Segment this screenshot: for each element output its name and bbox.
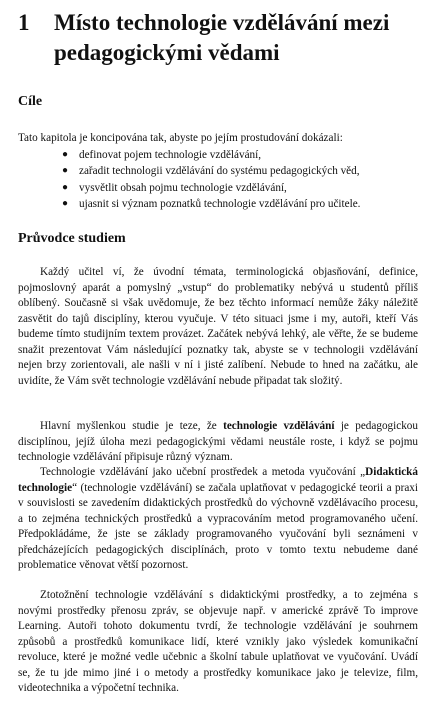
objective-text: zařadit technologii vzdělávání do systému pedagogických věd, [79,165,360,178]
chapter-title [18,8,418,68]
bold-term: technologie vzdělávání [223,420,335,432]
bullet-icon: ● [62,149,69,160]
body-paragraph: Ztotožnění technologie vzdělávání s didaktickými prostředky, a to zejména s novými prostředky přenosu zpráv, se objevuje např. v americké zprávě To improve Learning. Autoři tohoto dokumentu tvrdí, že technologie vzdělávání je souhrnem způsobů a prostředků komunikace lidí, které vznikly jako výsledek komunikační revoluce, které je možné vedle učebnic a školní tabule uplatňovat ve vyučování. Uvádí se, že tu jde mimo jiné i o metody a prostředky komunikace jako je televize, film, videotechnika a výpočetní technika. [18,589,418,694]
objective-item [62,180,422,196]
bold-term: Didaktická technologie [18,466,418,494]
bullet-icon: ● [62,165,69,177]
objective-text: ujasnit si význam poznatků technologie vzdělávání pro učitele. [79,197,361,210]
body-paragraph [18,419,418,466]
objective-item [62,163,422,179]
objectives-list [62,147,422,212]
paragraph-text: “ (technologie vzdělávání) se začala uplatňovat v pedagogické teorii a praxi v souvislosti se zavedením didaktických prostředků do výchovně vzdělávacího procesu, a to zejména technických prostředků a vypracováním metod programovaného učení. Předpokládáme, že jste se základy programovaného vyučování byli seznámeni v předcházejících pedagogických disciplínách, proto v tomto textu nebudeme dané problematice věnovat větší pozornost. [18,481,418,571]
section-heading-pruvodce: Průvodce studiem [18,231,126,246]
body-paragraph [18,465,418,574]
paragraph-text: Hlavní myšlenkou studie je teze, že [40,420,224,432]
chapter-title-text: Místo technologie vzdělávání mezi pedagogickými vědami [54,10,390,65]
paragraph-text: Technologie vzdělávání jako učební prostředek a metoda vyučování „ [40,466,366,478]
chapter-number: 1 [18,10,30,35]
objective-item [62,196,422,212]
study-guide-paragraph: Každý učitel ví, že úvodní témata, terminologická objasňování, definice, pojmoslovný aparát a pomyslný „vstup“ do problematiky nebývá u studentů příliš oblíbený. Současně si však uvědomuje, že bez těchto informací nemůže žáky náležitě zasvětit do tajů disciplíny, kterou vyučuje. V této situaci jsme i my, autoři, kteří Vás budeme tímto studijním textem provázet. Začátek nebývá lehký, ale věřte, že se budeme snažit prezentovat Vám následující poznatky tak, abyste se v technologii vzdělávání nejen brzy zorientovali, ale našli v ní i jisté zalíbení. Nebude to hned na začátku, ale uvidíte, že Vám svět technologie vzdělávání nebude připadat tak složitý. [18,266,418,387]
objective-text: definovat pojem technologie vzdělávání, [79,149,262,161]
paragraph-text: je pedagogickou disciplínou, jejíž úloha mezi pedagogickými vědami neustále roste, i když se pojmu technologie vzdělávání připisuje různý význam. [18,420,418,463]
bullet-icon: ● [62,181,69,193]
objective-item [62,147,422,163]
bullet-icon: ● [62,197,69,209]
section-heading-cile: Cíle [18,94,43,109]
objectives-intro: Tato kapitola je koncipována tak, abyste po jejím prostudování dokázali: [18,132,343,144]
objective-text: vysvětlit obsah pojmu technologie vzdělávání, [79,181,287,194]
